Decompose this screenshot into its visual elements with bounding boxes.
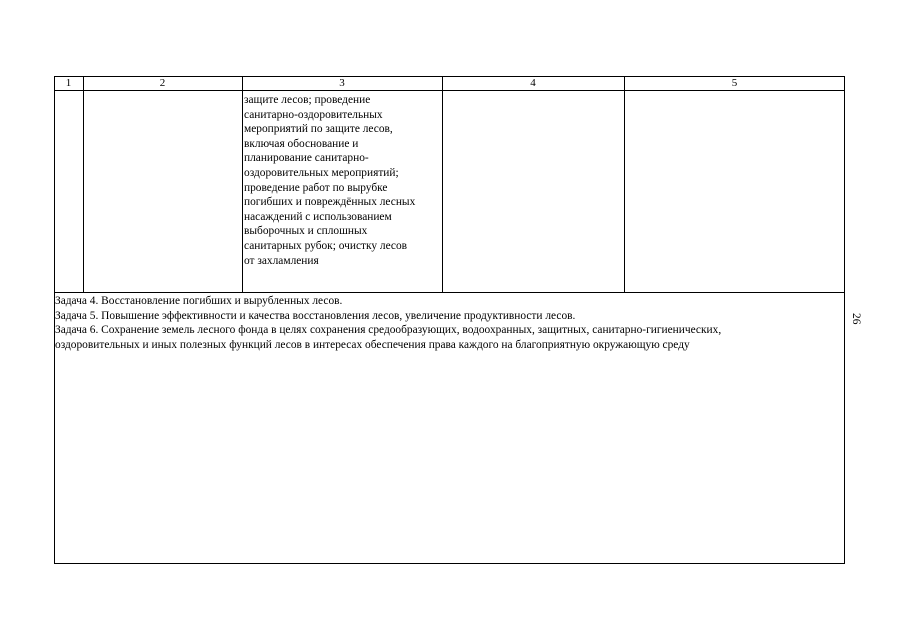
cell-text-line: выборочных и сплошных [244,225,368,238]
header-col-5: 5 [731,77,738,89]
cell-col-3-text [244,93,444,268]
header-col-4: 4 [530,77,536,89]
cell-text-line: насаждений с использованием [244,210,392,223]
cell-text-line: проведение работ по вырубке [244,181,388,194]
cell-text-line: погибших и повреждённых лесных [244,196,416,209]
header-bottom-line [54,90,845,91]
page-number: 26 [850,313,862,325]
header-col-1: 1 [65,77,72,89]
cell-text-line: оздоровительных мероприятий; [244,166,399,179]
header-col-2: 2 [159,77,166,89]
col-divider-2 [242,76,243,292]
row-bottom-line [54,292,845,293]
cell-text-line: от захламления [244,254,319,267]
tasks-text-block [55,294,845,352]
task-line: оздоровительных и иных полезных функций лесов в интересах обеспечения права каждого на благоприятную окружающую среду [55,338,690,351]
cell-text-line: санитарно-оздоровительных [244,108,383,121]
cell-text-line: планирование санитарно- [244,152,369,165]
col-divider-1 [83,76,84,292]
col-divider-4 [624,76,625,292]
header-col-3: 3 [339,77,345,89]
cell-text-line: включая обоснование и [244,137,359,150]
task-line: Задача 6. Сохранение земель лесного фонда в целях сохранения средообразующих, водоохранных, защитных, санитарно-гигиенических, [55,324,722,337]
cell-text-line: защите лесов; проведение [244,94,371,106]
cell-text-line: мероприятий по защите лесов, [244,123,393,136]
task-line: Задача 4. Восстановление погибших и вырубленных лесов. [55,295,343,307]
cell-text-line: санитарных рубок; очистку лесов [244,239,408,252]
task-line: Задача 5. Повышение эффективности и качества восстановления лесов, увеличение продуктивности лесов. [55,309,576,322]
